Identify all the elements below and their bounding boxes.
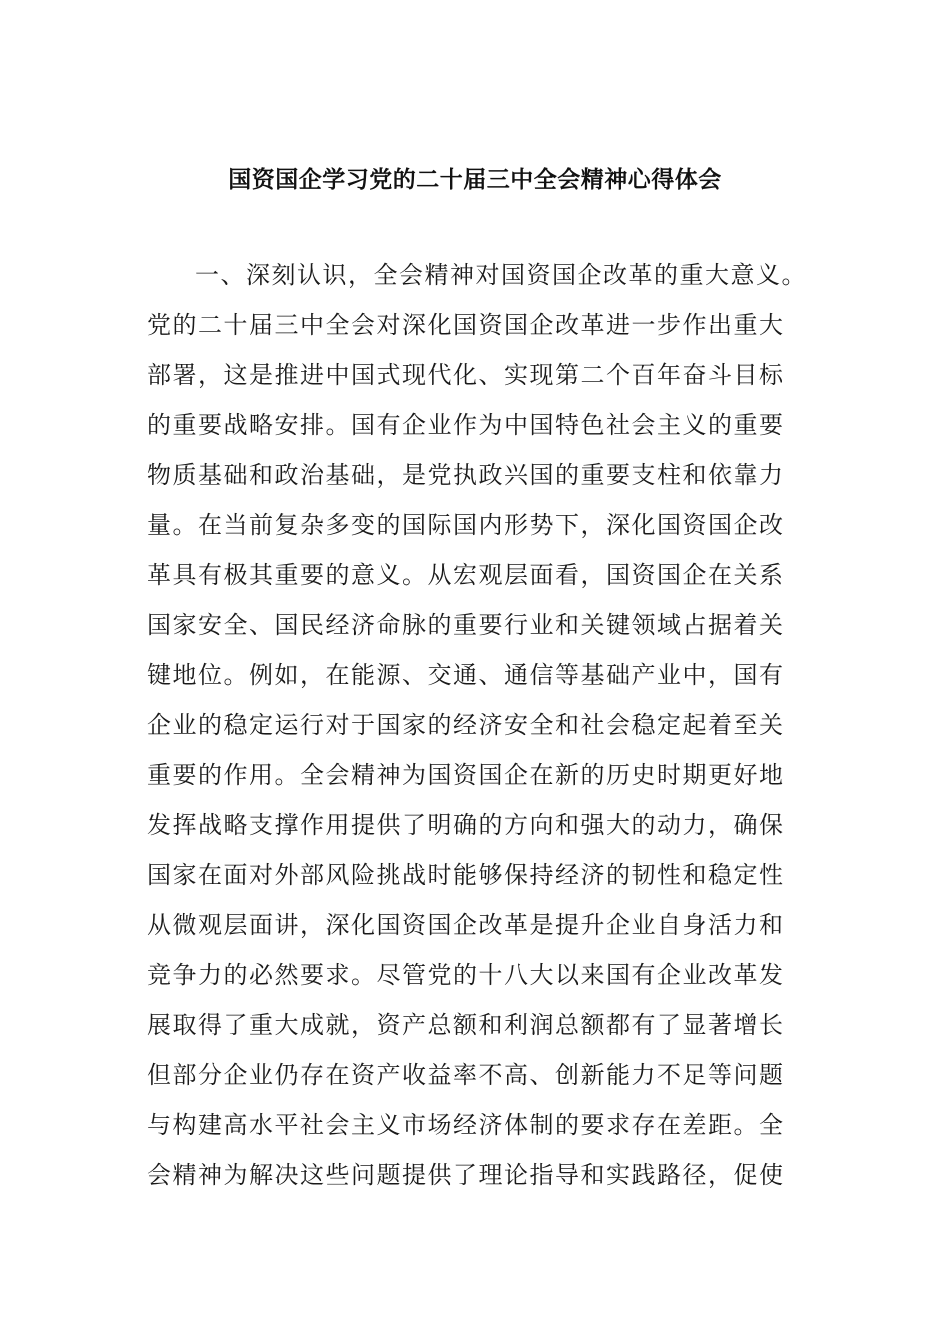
section-heading-line: 一、深刻认识，全会精神对国资国企改革的重大意义。 bbox=[195, 261, 807, 289]
body-line: 国家安全、国民经济命脉的重要行业和关键领域占据着关 bbox=[147, 611, 785, 639]
body-line: 键地位。例如，在能源、交通、通信等基础产业中，国有 bbox=[147, 661, 785, 689]
body-line: 竞争力的必然要求。尽管党的十八大以来国有企业改革发 bbox=[147, 961, 785, 989]
body-line: 重要的作用。全会精神为国资国企在新的历史时期更好地 bbox=[147, 761, 785, 789]
body-line: 党的二十届三中全会对深化国资国企改革进一步作出重大 bbox=[147, 311, 785, 339]
body-line: 国家在面对外部风险挑战时能够保持经济的韧性和稳定性 bbox=[147, 861, 785, 889]
body-line: 展取得了重大成就，资产总额和利润总额都有了显著增长 bbox=[147, 1011, 785, 1039]
body-line: 与构建高水平社会主义市场经济体制的要求存在差距。全 bbox=[147, 1111, 785, 1139]
body-line: 从微观层面讲，深化国资国企改革是提升企业自身活力和 bbox=[147, 911, 785, 939]
document-title: 国资国企学习党的二十届三中全会精神心得体会 bbox=[228, 167, 722, 193]
body-line: 部署，这是推进中国式现代化、实现第二个百年奋斗目标 bbox=[147, 361, 785, 389]
body-line: 企业的稳定运行对于国家的经济安全和社会稳定起着至关 bbox=[147, 711, 785, 739]
body-line: 的重要战略安排。国有企业作为中国特色社会主义的重要 bbox=[147, 411, 785, 439]
body-line: 物质基础和政治基础，是党执政兴国的重要支柱和依靠力 bbox=[147, 461, 785, 489]
document-body bbox=[147, 250, 827, 1200]
body-line: 量。在当前复杂多变的国际国内形势下，深化国资国企改 bbox=[147, 511, 785, 539]
body-line: 革具有极其重要的意义。从宏观层面看，国资国企在关系 bbox=[147, 561, 785, 589]
body-line: 发挥战略支撑作用提供了明确的方向和强大的动力，确保 bbox=[147, 811, 785, 839]
body-line: 会精神为解决这些问题提供了理论指导和实践路径，促使 bbox=[147, 1161, 785, 1189]
body-line: 但部分企业仍存在资产收益率不高、创新能力不足等问题 bbox=[147, 1061, 785, 1089]
